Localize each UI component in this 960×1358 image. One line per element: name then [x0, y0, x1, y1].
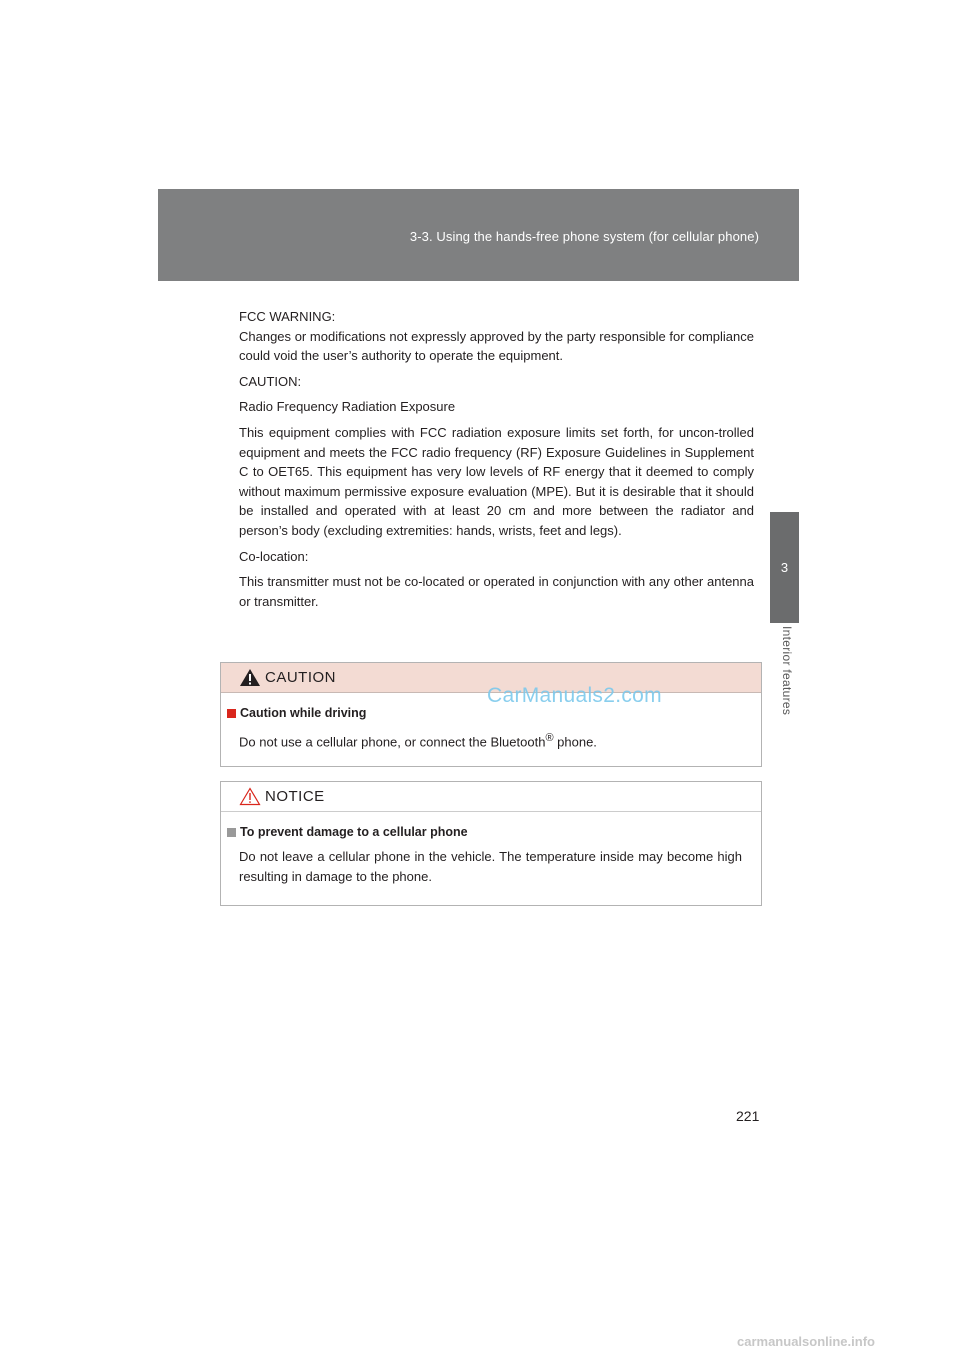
registered-mark: ® [545, 732, 554, 744]
caution-box [220, 662, 762, 767]
caution-item-text-after: phone. [553, 734, 597, 750]
notice-box-title: NOTICE [265, 788, 325, 805]
notice-box-body [221, 812, 761, 887]
fcc-warning-title: FCC WARNING: [239, 309, 336, 324]
caution-item-text [239, 728, 742, 752]
colocation-text: This transmitter must not be co-located or operated in conjunction with any other antenna or transmitter. [239, 574, 754, 609]
warning-triangle-icon [239, 668, 261, 687]
notice-triangle-icon [239, 787, 261, 806]
page-number: 221 [736, 1108, 760, 1124]
caution-heading: CAUTION: [239, 373, 302, 389]
carmanuals-watermark: CarManuals2.com [487, 684, 662, 707]
caution-item-title [227, 706, 755, 720]
chapter-tab[interactable] [770, 512, 799, 623]
colocation-heading: Co-location: [239, 548, 309, 564]
square-bullet-icon [227, 709, 236, 718]
footer-watermark: carmanualsonline.info [737, 1334, 875, 1349]
rf-text: This equipment complies with FCC radiation exposure limits set forth, for uncon-trolled equipment and meets the FCC radio frequency (RF) Exposure Guidelines in Supplement C to OET65. This equipment has very low levels of RF energy that it deemed to comply without maximum permissive exposure evaluation (MPE). But it is desirable that it should be installed and operated with at least 20 cm and more between the radiator and person’s body (excluding extremities: hands, wrists, feet and legs). [239, 424, 754, 538]
caution-item-title-text: Caution while driving [240, 706, 367, 720]
section-title: 3-3. Using the hands-free phone system (for cellular phone) [409, 229, 759, 244]
chapter-label: Interior features [780, 626, 794, 716]
notice-box-header [221, 782, 761, 812]
section-header-band [158, 189, 799, 281]
notice-item-title-text: To prevent damage to a cellular phone [240, 825, 468, 839]
fcc-warning-text: Changes or modifications not expressly approved by the party responsible for compliance could void the user’s authority to operate the equipment. [239, 328, 754, 364]
notice-box [220, 781, 762, 906]
caution-box-title: CAUTION [265, 669, 336, 686]
rf-heading: Radio Frequency Radiation Exposure [239, 399, 456, 415]
notice-item-text: Do not leave a cellular phone in the vehicle. The temperature inside may become high resulting in damage to the phone. [239, 849, 742, 884]
chapter-number: 3 [780, 560, 789, 575]
square-bullet-icon [227, 828, 236, 837]
caution-item-text-before: Do not use a cellular phone, or connect the Bluetooth [239, 734, 546, 750]
notice-item-title [227, 825, 755, 839]
main-content [239, 307, 754, 617]
